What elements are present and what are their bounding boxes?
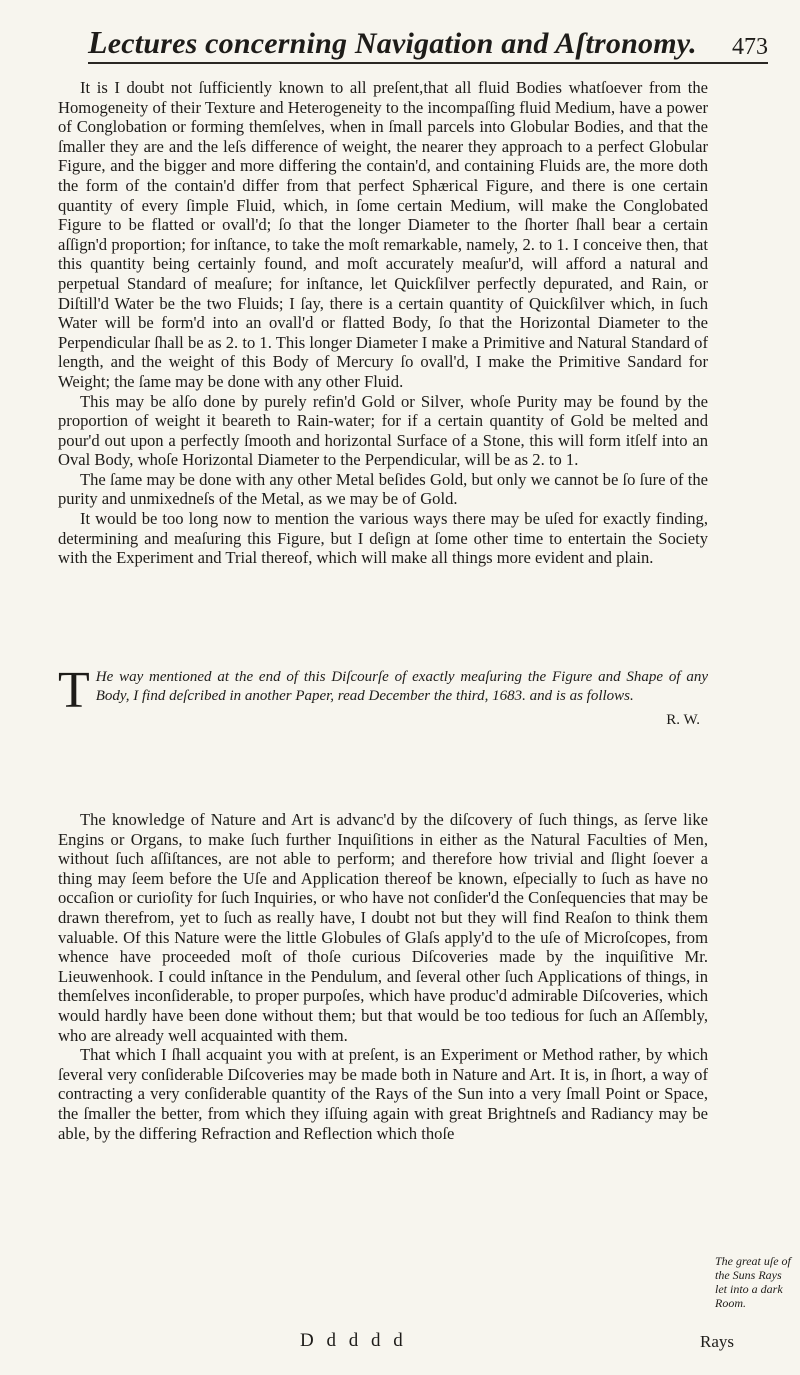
header-rule [88, 62, 768, 64]
catchword: Rays [700, 1332, 734, 1351]
paragraph-measuring-figure: It would be too long now to mention the various ways there may be uſed for exactly finding, determining and meaſuring this Figure, but I deſign at ſome other time to entertain the Society with the Experiment and Trial thereof, which will make all things more evident and plain. [58, 509, 708, 568]
second-discourse [58, 810, 708, 1143]
margin-note: The great uſe of the Suns Rays let into a dark Room. [715, 1254, 791, 1310]
paragraph-gold-silver: This may be alſo done by purely refin'd Gold or Silver, whoſe Purity may be found by the proportion of weight it beareth to Rain-water; for if a certain quantity of Gold be melted and pour'd out upon a perfectly ſmooth and horizontal Surface of a Stone, this will form itſelf into an Oval Body, whoſe Horizontal Diameter to the Perpendicular, will be as 2. to 1. [58, 391, 708, 470]
running-title-initial: L [88, 24, 108, 60]
drop-cap: T [58, 662, 90, 719]
paragraph-knowledge-of-nature: The knowledge of Nature and Art is advanc'd by the diſcovery of ſuch things, as ſerve like Engins or Organs, to make ſuch further Inquiſitions in either as the Natural Faculties of Men, without ſuch aſſiſtances, are not able to perform; and therefore how trivial and ſlight ſoever a thing may ſeem before the Uſe and Application thereof be known, eſpecially to ſuch as have no occaſion or curioſity for ſuch Inquiries, or who have not conſider'd the Conſequencies that may be drawn therefrom, yet to ſuch as really have, I doubt not but they will find Reaſon to think them valuable. Of this Nature were the little Globules of Glaſs apply'd to the uſe of Microſcopes, from whence have proceeded moſt of thoſe curious Diſcoveries made by the inquiſitive Mr. Lieuwenhook. I could inſtance in the Pendulum, and ſeveral other ſuch Applications of things, in themſelves inconſiderable, to proper purpoſes, which have produc'd admirable Diſcoveries, which would hardly have been done without them; but that would be too tedious for ſuch an Aſſembly, who are already well acquainted with them. [58, 810, 708, 1045]
editor-signature: R. W. [666, 712, 700, 728]
lecture-text [58, 78, 708, 568]
printer-signature-mark: D d d d d [300, 1330, 407, 1351]
paragraph-fluid-conglobation: It is I doubt not ſufficiently known to all preſent,that all fluid Bodies whatſoever from the Homogeneity of their Texture and Heterogeneity to the incompaſſing fluid Medium, have a power of Conglobation or forming themſelves, when in ſmall parcels into Globular Bodies, and that the ſmaller they are and the leſs difference of weight, the nearer they approach to a perfect Globular Figure, and the bigger and more differing the contain'd, and containing Fluids are, the more doth the form of the contain'd differ from that perfect Sphærical Figure, and there is one certain quantity of every ſimple Fluid, which, in ſome certain Medium, will make the Conglobated Figure to be flatted or ovall'd; ſo that the longer Diameter to the ſhorter ſhall bear a certain aſſign'd proportion; for inſtance, to take the moſt remarkable, namely, 2. to 1. I conceive then, that this quantity being certainly found, and moſt accurately meaſur'd, will afford a natural and perpetual Standard of meaſure; for inſtance, let Quickſilver perfectly depurated, and Rain, or Diſtill'd Water be the two Fluids; I ſay, there is a certain quantity of Quickſilver which, in ſuch Water will be form'd into an ovall'd or flatted Body, ſo that the Horizontal Diameter to the Perpendicular ſhall be as 2. to 1. This longer Diameter I make a Primitive and Natural Standard of length, and the weight of this Body of Mercury ſo ovall'd, I make the Primitive Sandard for Weight; the ſame may be done with any other Fluid. [58, 78, 708, 391]
paragraph-sun-rays-method: That which I ſhall acquaint you with at preſent, is an Experiment or Method rather, by which ſeveral very conſiderable Diſcoveries may be made both in Nature and Art. It is, in ſhort, a way of contracting a very conſiderable quantity of the Rays of the Sun into a very ſmall Point or Space, the ſmaller the better, from which they iſſuing again with great Brightneſs and Radiancy may be able, by the differing Refraction and Reflection which thoſe [58, 1045, 708, 1143]
editor-note [58, 662, 708, 730]
editor-note-text: He way mentioned at the end of this Diſcourſe of exactly meaſuring the Figure and Shape of any Body, I find deſcribed in another Paper, read December the third, 1683. and is as follows. [95, 669, 708, 704]
running-title-text: ectures concerning Navigation and Aſtronomy. [107, 27, 697, 60]
page-number: 473 [732, 34, 768, 60]
paragraph-other-metals: The ſame may be done with any other Metal beſides Gold, but only we cannot be ſo ſure of the purity and unmixedneſs of the Metal, as we may be of Gold. [58, 469, 708, 509]
running-title [88, 24, 697, 61]
